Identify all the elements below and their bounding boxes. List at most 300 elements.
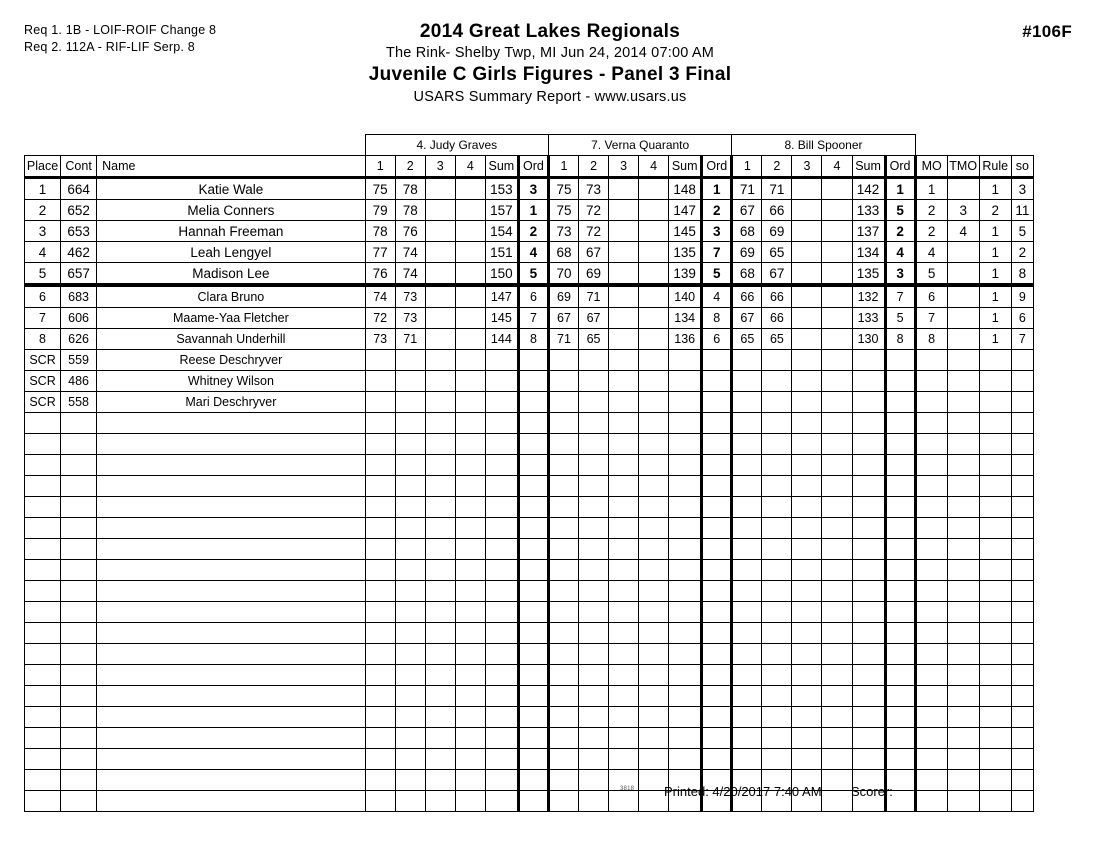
row-judge3-cell <box>762 665 792 686</box>
row-judge3-cell <box>885 413 915 434</box>
row-skater-name: Clara Bruno <box>97 285 366 308</box>
row-judge3-fig4 <box>822 178 852 200</box>
row-judge3-cell <box>792 497 822 518</box>
row-judge3-cell <box>762 728 792 749</box>
row-judge3-cell <box>852 476 885 497</box>
row-judge2-cell <box>548 728 578 749</box>
judge1-column-header-4: 4 <box>455 156 485 178</box>
row-judge3-fig4 <box>822 308 852 329</box>
row-judge1-cell <box>485 539 518 560</box>
row-summary-cell <box>947 476 979 497</box>
table-row-blank <box>25 686 1034 707</box>
row-judge3-cell <box>885 497 915 518</box>
row-judge2-cell <box>639 539 669 560</box>
printed-timestamp: Printed: 4/20/2017 7:40 AM <box>664 784 822 799</box>
row-judge3-cell <box>822 602 852 623</box>
row-skater-name: Whitney Wilson <box>97 371 366 392</box>
row-judge3-ord: 5 <box>885 200 915 221</box>
table-row-blank <box>25 560 1034 581</box>
competition-title: 2014 Great Lakes Regionals <box>419 21 681 42</box>
row-judge1-cell <box>518 602 548 623</box>
row-contestant-number: 486 <box>61 371 97 392</box>
row-judge2-cell <box>639 413 669 434</box>
report-internal-code: 3818 <box>620 786 635 792</box>
row-judge3-fig4 <box>822 350 852 371</box>
row-judge2-cell <box>669 728 702 749</box>
row-judge1-cell <box>518 707 548 728</box>
row-judge3-cell <box>822 413 852 434</box>
row-judge2-cell <box>609 539 639 560</box>
row-judge1-cell <box>395 686 425 707</box>
row-contestant-number <box>61 623 97 644</box>
row-so <box>1011 392 1033 413</box>
row-judge3-ord <box>885 392 915 413</box>
row-judge2-cell <box>639 476 669 497</box>
judge2-column-header-1: 1 <box>548 156 578 178</box>
row-judge2-cell <box>639 497 669 518</box>
row-judge2-cell <box>579 686 609 707</box>
row-judge1-cell <box>425 518 455 539</box>
row-judge2-cell <box>669 476 702 497</box>
row-judge2-cell <box>702 728 732 749</box>
row-judge2-fig4 <box>639 308 669 329</box>
row-judge1-fig4 <box>455 200 485 221</box>
table-row <box>25 178 1034 200</box>
row-judge2-cell <box>702 602 732 623</box>
row-judge3-cell <box>762 476 792 497</box>
row-judge1-fig2: 71 <box>395 329 425 350</box>
row-judge3-cell <box>822 518 852 539</box>
row-judge3-cell <box>822 581 852 602</box>
row-judge2-cell <box>579 602 609 623</box>
row-judge1-cell <box>365 413 395 434</box>
row-judge2-cell <box>702 413 732 434</box>
row-contestant-number <box>61 749 97 770</box>
row-judge2-fig4 <box>639 200 669 221</box>
row-judge1-fig4 <box>455 178 485 200</box>
row-summary-cell <box>915 476 947 497</box>
row-judge2-cell <box>669 602 702 623</box>
row-judge3-cell <box>852 434 885 455</box>
row-place <box>25 707 61 728</box>
row-judge3-fig3 <box>792 392 822 413</box>
row-judge3-sum: 134 <box>852 242 885 263</box>
row-judge1-cell <box>425 623 455 644</box>
row-place <box>25 728 61 749</box>
row-judge1-cell <box>365 728 395 749</box>
row-judge3-cell <box>732 686 762 707</box>
table-row-blank <box>25 455 1034 476</box>
row-judge1-cell <box>365 455 395 476</box>
row-judge1-sum: 147 <box>485 285 518 308</box>
row-judge1-cell <box>455 413 485 434</box>
row-judge1-cell <box>485 602 518 623</box>
table-row-blank <box>25 539 1034 560</box>
row-place <box>25 434 61 455</box>
row-judge1-ord: 6 <box>518 285 548 308</box>
judge2-column-header-ord: Ord <box>702 156 732 178</box>
scores-table <box>24 134 1034 812</box>
row-judge1-cell <box>425 455 455 476</box>
row-judge3-fig2 <box>762 350 792 371</box>
row-summary-cell <box>915 434 947 455</box>
row-judge3-cell <box>792 455 822 476</box>
row-judge1-sum: 150 <box>485 263 518 286</box>
row-judge2-cell <box>639 623 669 644</box>
row-judge1-cell <box>395 497 425 518</box>
row-judge1-cell <box>485 434 518 455</box>
row-place <box>25 413 61 434</box>
row-judge1-fig3 <box>425 285 455 308</box>
row-judge2-cell <box>579 434 609 455</box>
row-judge2-fig3 <box>609 200 639 221</box>
row-judge3-cell <box>732 539 762 560</box>
row-summary-cell <box>947 497 979 518</box>
row-so: 2 <box>1011 242 1033 263</box>
row-judge2-cell <box>548 749 578 770</box>
table-row-blank <box>25 602 1034 623</box>
row-judge3-sum: 130 <box>852 329 885 350</box>
row-judge1-cell <box>518 476 548 497</box>
row-judge1-cell <box>455 749 485 770</box>
row-summary-cell <box>979 728 1011 749</box>
row-judge2-cell <box>609 560 639 581</box>
row-judge3-cell <box>792 539 822 560</box>
row-rule <box>979 392 1011 413</box>
row-judge3-fig2: 66 <box>762 200 792 221</box>
row-judge1-sum <box>485 350 518 371</box>
row-judge1-cell <box>425 644 455 665</box>
row-summary-cell <box>947 602 979 623</box>
row-tmo <box>947 285 979 308</box>
row-judge3-cell <box>792 623 822 644</box>
row-judge2-cell <box>579 581 609 602</box>
row-judge3-cell <box>885 602 915 623</box>
row-judge1-cell <box>395 539 425 560</box>
scores-table-body <box>25 135 1034 812</box>
row-judge3-cell <box>732 434 762 455</box>
row-summary-cell <box>915 455 947 476</box>
row-judge1-cell <box>455 623 485 644</box>
row-judge2-cell <box>609 707 639 728</box>
row-contestant-number: 653 <box>61 221 97 242</box>
row-judge1-fig2: 78 <box>395 178 425 200</box>
row-tmo <box>947 350 979 371</box>
row-judge3-cell <box>732 728 762 749</box>
row-summary-cell <box>915 518 947 539</box>
row-judge1-fig2: 73 <box>395 308 425 329</box>
row-judge3-fig3 <box>792 263 822 286</box>
row-judge2-sum: 147 <box>669 200 702 221</box>
row-judge1-fig1: 77 <box>365 242 395 263</box>
row-judge3-sum: 132 <box>852 285 885 308</box>
row-judge2-fig2 <box>579 392 609 413</box>
row-judge2-fig3 <box>609 221 639 242</box>
row-judge3-fig3 <box>792 242 822 263</box>
row-judge3-cell <box>885 665 915 686</box>
row-judge1-fig3 <box>425 242 455 263</box>
row-judge1-cell <box>365 518 395 539</box>
column-header-tmo: TMO <box>947 156 979 178</box>
row-judge1-fig1 <box>365 392 395 413</box>
row-summary-cell <box>1011 644 1033 665</box>
row-judge2-fig3 <box>609 392 639 413</box>
judge3-column-header-4: 4 <box>822 156 852 178</box>
row-judge2-cell <box>669 560 702 581</box>
row-summary-cell <box>947 434 979 455</box>
table-row-blank <box>25 707 1034 728</box>
page-footer <box>24 783 1034 807</box>
row-judge3-cell <box>732 413 762 434</box>
row-judge3-fig2: 67 <box>762 263 792 286</box>
row-skater-name <box>97 518 366 539</box>
row-judge2-fig3 <box>609 242 639 263</box>
row-judge2-fig1: 70 <box>548 263 578 286</box>
row-judge2-cell <box>639 728 669 749</box>
row-judge2-cell <box>702 665 732 686</box>
row-judge1-cell <box>365 707 395 728</box>
row-judge3-fig1 <box>732 392 762 413</box>
row-judge1-cell <box>455 581 485 602</box>
row-judge2-fig2 <box>579 350 609 371</box>
row-judge2-fig3 <box>609 371 639 392</box>
row-so: 3 <box>1011 178 1033 200</box>
row-summary-cell <box>1011 581 1033 602</box>
row-judge3-cell <box>762 497 792 518</box>
row-judge1-cell <box>455 707 485 728</box>
row-judge3-sum <box>852 371 885 392</box>
row-summary-cell <box>1011 518 1033 539</box>
row-judge1-cell <box>365 560 395 581</box>
row-place: 6 <box>25 285 61 308</box>
row-judge3-cell <box>762 602 792 623</box>
judge-group-2: 7. Verna Quaranto <box>548 135 731 156</box>
judge-group-header-row <box>25 135 1034 156</box>
row-judge1-fig1: 76 <box>365 263 395 286</box>
row-judge2-fig4 <box>639 350 669 371</box>
row-judge1-cell <box>365 497 395 518</box>
row-judge3-ord: 4 <box>885 242 915 263</box>
judge3-column-header-2: 2 <box>762 156 792 178</box>
row-judge2-sum <box>669 350 702 371</box>
row-judge3-cell <box>732 560 762 581</box>
row-judge2-cell <box>548 518 578 539</box>
row-judge2-cell <box>669 623 702 644</box>
row-judge2-sum <box>669 371 702 392</box>
row-summary-cell <box>947 560 979 581</box>
row-judge1-cell <box>455 686 485 707</box>
row-summary-cell <box>947 413 979 434</box>
row-place: 7 <box>25 308 61 329</box>
row-rule: 1 <box>979 308 1011 329</box>
row-skater-name <box>97 413 366 434</box>
row-skater-name <box>97 455 366 476</box>
row-judge2-fig2: 67 <box>579 308 609 329</box>
row-judge2-fig4 <box>639 221 669 242</box>
row-judge2-cell <box>548 497 578 518</box>
row-judge2-cell <box>669 497 702 518</box>
row-judge2-sum <box>669 392 702 413</box>
table-row-blank <box>25 518 1034 539</box>
row-tmo <box>947 242 979 263</box>
row-judge1-sum: 153 <box>485 178 518 200</box>
row-judge1-cell <box>425 434 455 455</box>
row-judge1-fig3 <box>425 329 455 350</box>
row-tmo: 3 <box>947 200 979 221</box>
row-place <box>25 665 61 686</box>
row-judge2-ord: 8 <box>702 308 732 329</box>
row-judge3-cell <box>762 644 792 665</box>
row-judge1-ord: 1 <box>518 200 548 221</box>
judge-group-3: 8. Bill Spooner <box>732 135 915 156</box>
row-rule: 1 <box>979 329 1011 350</box>
row-judge3-cell <box>792 602 822 623</box>
row-judge2-cell <box>702 455 732 476</box>
row-so <box>1011 371 1033 392</box>
row-judge2-ord: 1 <box>702 178 732 200</box>
table-row <box>25 350 1034 371</box>
row-judge3-cell <box>885 728 915 749</box>
row-judge2-cell <box>548 665 578 686</box>
row-judge1-cell <box>455 518 485 539</box>
row-rule: 1 <box>979 178 1011 200</box>
row-tmo <box>947 392 979 413</box>
row-skater-name: Hannah Freeman <box>97 221 366 242</box>
row-judge2-fig4 <box>639 263 669 286</box>
row-judge2-cell <box>609 602 639 623</box>
row-judge1-cell <box>455 455 485 476</box>
row-judge3-sum <box>852 392 885 413</box>
row-judge1-fig3 <box>425 263 455 286</box>
row-mo: 7 <box>915 308 947 329</box>
row-judge2-cell <box>579 644 609 665</box>
row-contestant-number <box>61 497 97 518</box>
row-judge3-cell <box>762 581 792 602</box>
row-judge2-fig1 <box>548 371 578 392</box>
row-judge2-cell <box>669 707 702 728</box>
row-judge2-ord: 2 <box>702 200 732 221</box>
row-judge1-cell <box>425 413 455 434</box>
row-judge3-cell <box>792 518 822 539</box>
row-judge2-cell <box>702 560 732 581</box>
row-so: 5 <box>1011 221 1033 242</box>
row-contestant-number <box>61 665 97 686</box>
row-judge3-cell <box>852 644 885 665</box>
row-judge2-cell <box>639 560 669 581</box>
row-place: 5 <box>25 263 61 286</box>
row-judge3-cell <box>762 413 792 434</box>
row-judge2-sum: 135 <box>669 242 702 263</box>
row-summary-cell <box>979 644 1011 665</box>
row-judge2-cell <box>639 707 669 728</box>
row-summary-cell <box>1011 413 1033 434</box>
row-summary-cell <box>947 623 979 644</box>
row-judge2-cell <box>702 749 732 770</box>
row-judge1-cell <box>455 728 485 749</box>
row-judge1-cell <box>395 413 425 434</box>
row-rule: 1 <box>979 221 1011 242</box>
row-judge3-cell <box>852 560 885 581</box>
row-summary-cell <box>1011 560 1033 581</box>
row-skater-name <box>97 728 366 749</box>
row-contestant-number: 683 <box>61 285 97 308</box>
table-row <box>25 263 1034 286</box>
row-judge1-cell <box>425 749 455 770</box>
row-judge2-cell <box>579 539 609 560</box>
row-judge2-cell <box>548 434 578 455</box>
row-judge3-fig2 <box>762 371 792 392</box>
row-judge3-fig4 <box>822 221 852 242</box>
row-judge1-cell <box>518 665 548 686</box>
row-judge2-cell <box>609 728 639 749</box>
row-judge2-cell <box>579 665 609 686</box>
row-judge2-cell <box>639 518 669 539</box>
row-judge2-cell <box>702 434 732 455</box>
row-judge3-ord: 8 <box>885 329 915 350</box>
row-judge1-cell <box>455 560 485 581</box>
row-summary-cell <box>1011 539 1033 560</box>
row-place <box>25 581 61 602</box>
row-rule: 1 <box>979 242 1011 263</box>
row-contestant-number <box>61 602 97 623</box>
row-judge1-cell <box>425 560 455 581</box>
row-summary-cell <box>979 518 1011 539</box>
row-judge1-cell <box>425 476 455 497</box>
row-judge3-cell <box>822 455 852 476</box>
row-place <box>25 686 61 707</box>
row-judge1-cell <box>485 644 518 665</box>
row-judge2-fig1 <box>548 392 578 413</box>
row-rule <box>979 350 1011 371</box>
row-judge1-fig2 <box>395 371 425 392</box>
row-judge2-cell <box>579 623 609 644</box>
row-judge3-cell <box>852 539 885 560</box>
row-judge1-cell <box>395 560 425 581</box>
row-judge2-sum: 145 <box>669 221 702 242</box>
row-judge1-fig1: 75 <box>365 178 395 200</box>
row-judge1-fig1: 74 <box>365 285 395 308</box>
row-judge3-cell <box>885 644 915 665</box>
row-judge1-cell <box>365 581 395 602</box>
row-judge2-cell <box>669 434 702 455</box>
row-skater-name <box>97 581 366 602</box>
row-judge2-cell <box>609 644 639 665</box>
row-judge3-fig1: 69 <box>732 242 762 263</box>
row-judge2-cell <box>639 581 669 602</box>
row-skater-name <box>97 665 366 686</box>
row-judge2-sum: 139 <box>669 263 702 286</box>
judge1-column-header-ord: Ord <box>518 156 548 178</box>
row-judge1-cell <box>455 665 485 686</box>
row-place: 3 <box>25 221 61 242</box>
column-header-name: Name <box>97 156 366 178</box>
judge-group-1: 4. Judy Graves <box>365 135 548 156</box>
row-judge1-cell <box>425 707 455 728</box>
row-judge1-cell <box>395 455 425 476</box>
row-skater-name <box>97 602 366 623</box>
row-judge2-cell <box>609 413 639 434</box>
row-judge1-cell <box>518 686 548 707</box>
row-judge2-sum: 136 <box>669 329 702 350</box>
row-judge2-cell <box>579 413 609 434</box>
row-judge2-cell <box>609 749 639 770</box>
row-judge1-cell <box>518 539 548 560</box>
row-judge3-fig4 <box>822 285 852 308</box>
row-judge1-cell <box>395 518 425 539</box>
row-judge2-fig3 <box>609 263 639 286</box>
row-judge3-cell <box>885 434 915 455</box>
row-summary-cell <box>979 497 1011 518</box>
